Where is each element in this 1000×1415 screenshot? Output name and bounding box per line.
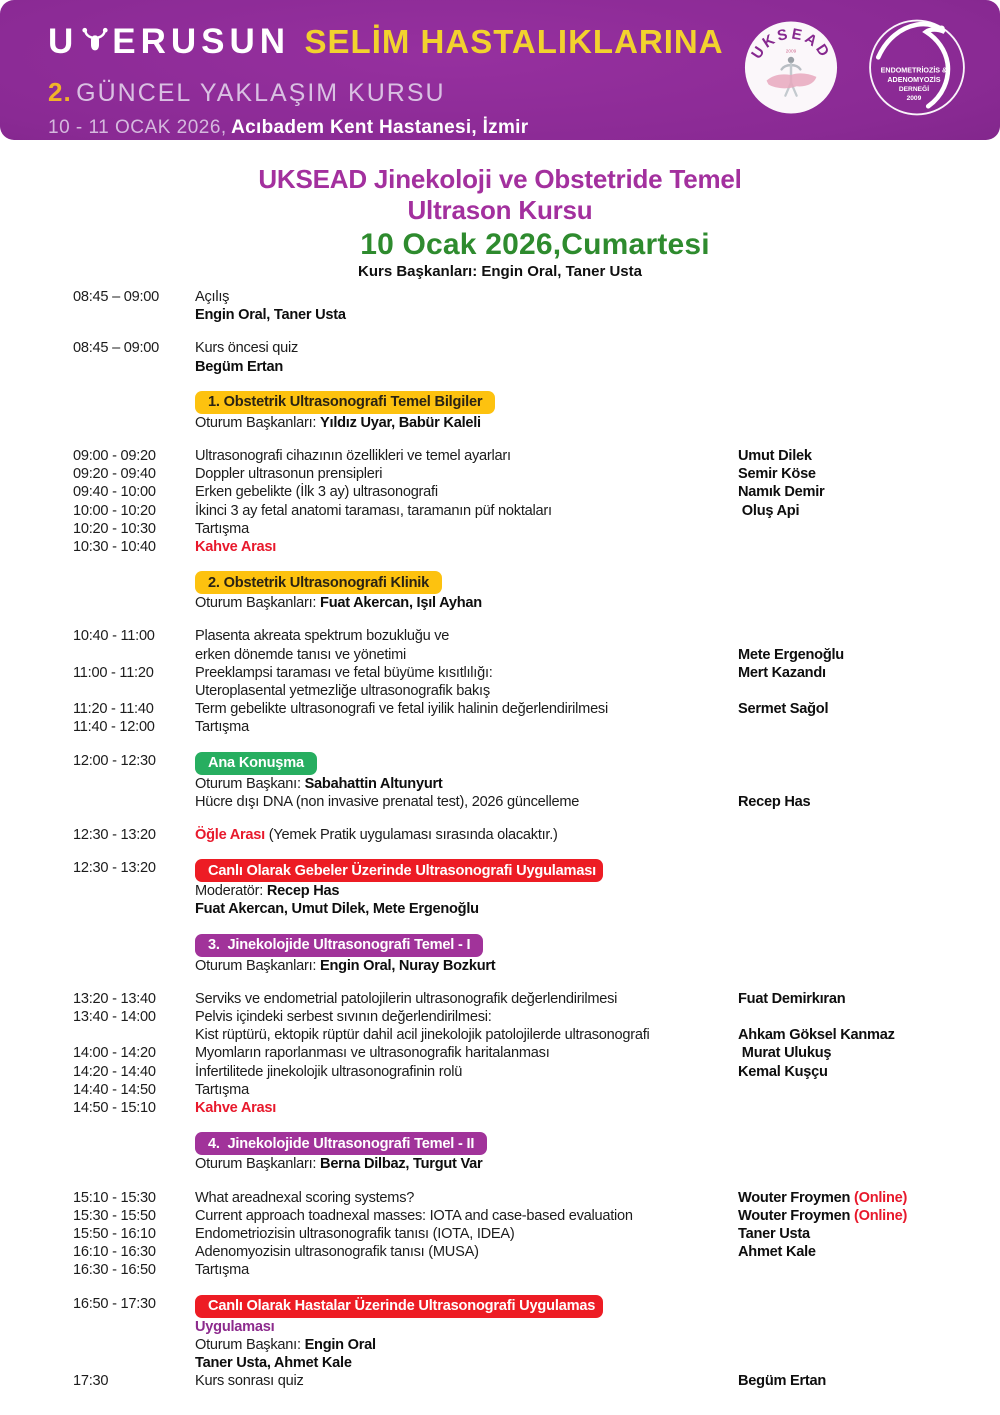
session-text: Oturum Başkanları: (195, 1156, 321, 1173)
speaker (738, 1207, 1000, 1225)
section-badge: 1. Obstetrik Ultrasonografi Temel Bilgiler (195, 391, 495, 414)
time-slot: 10:00 - 10:20 (73, 502, 156, 519)
course-title-line2: Ultrason Kursu (407, 195, 593, 225)
title-block (0, 140, 1000, 281)
speaker (738, 682, 1000, 700)
speaker (738, 339, 1000, 357)
speaker-name: (Online) (854, 1207, 908, 1224)
session-content (195, 520, 738, 538)
session-text: Kist rüptürü, ektopik rüptür dahil acil jinekolojik patolojilerde ultrasonografi (195, 1027, 650, 1044)
session-content (195, 627, 738, 645)
session-content (195, 391, 738, 414)
time-slot (73, 900, 195, 918)
program-list (0, 281, 1000, 1390)
program-row (0, 1295, 1000, 1318)
program-row (0, 1026, 1000, 1044)
session-text: Yıldız Uyar, Babür Kaleli (320, 414, 481, 431)
brand-accent: SELİM HASTALIKLARINA (304, 23, 724, 60)
speaker (738, 538, 1000, 556)
session-text: Kurs sonrası quiz (195, 1373, 304, 1390)
time-slot (73, 882, 195, 900)
event-date-line (48, 118, 724, 139)
program-row (0, 826, 1000, 844)
speaker (738, 627, 1000, 645)
session-text: Begüm Ertan (195, 358, 284, 375)
endo-logo-line4: 2009 (906, 95, 922, 103)
session-text: Myomların raporlanması ve ultrasonografik haritalanması (195, 1045, 550, 1062)
speaker (738, 934, 1000, 957)
speaker (738, 502, 1000, 520)
time-slot: 15:50 - 16:10 (73, 1225, 156, 1242)
session-text: Tartışma (195, 1081, 249, 1098)
section-badge: Canlı Olarak Hastalar Üzerinde Ultrasonografi Uygulamas (195, 1295, 603, 1318)
time-slot (73, 775, 195, 793)
time-slot (73, 306, 195, 324)
session-content (195, 752, 738, 775)
speaker-name: Wouter Froymen (738, 1207, 854, 1224)
section-badge: 2. Obstetrik Ultrasonografi Klinik (195, 571, 442, 594)
time-slot: 13:20 - 13:40 (73, 990, 156, 1007)
time-slot: 14:20 - 14:40 (73, 1063, 156, 1080)
program-row (0, 957, 1000, 975)
session-content (195, 1155, 738, 1173)
time-slot (73, 1354, 195, 1372)
time-slot (73, 1026, 195, 1044)
speaker (738, 775, 1000, 793)
session-text: Term gebelikte ultrasonografi ve fetal iyilik halinin değerlendirilmesi (195, 701, 608, 718)
speaker-name: Recep Has (738, 793, 811, 810)
program-row (0, 1081, 1000, 1099)
session-content (195, 1261, 738, 1279)
program-row (0, 1372, 1000, 1390)
speaker (738, 1225, 1000, 1243)
program-row (0, 538, 1000, 556)
time-slot (73, 1155, 195, 1173)
edition-text: GÜNCEL YAKLAŞIM KURSU (76, 79, 446, 107)
speaker (738, 483, 1000, 501)
session-text: Berna Dilbaz, Turgut Var (320, 1156, 483, 1173)
session-text: Oturum Başkanı: (195, 775, 305, 792)
uksead-logo-year: 2009 (785, 48, 797, 54)
time-slot: 16:10 - 16:30 (73, 1244, 156, 1261)
program-row (0, 391, 1000, 414)
speaker (738, 646, 1000, 664)
program-row (0, 1044, 1000, 1062)
session-content (195, 700, 738, 718)
session-content (195, 1026, 738, 1044)
speaker (738, 1063, 1000, 1081)
speaker (738, 957, 1000, 975)
session-text: Kahve Arası (195, 1100, 277, 1117)
session-content (195, 1008, 738, 1026)
course-title-line1: UKSEAD Jinekoloji ve Obstetride Temel (258, 164, 742, 194)
header-banner (0, 0, 1000, 140)
speaker (738, 900, 1000, 918)
time-slot (73, 646, 195, 664)
speaker-name: Taner Usta (738, 1225, 810, 1242)
time-slot (73, 682, 195, 700)
speaker (738, 1081, 1000, 1099)
speaker-name: Oluş Api (738, 502, 800, 519)
session-text: Current approach toadnexal masses: IOTA and case-based evaluation (195, 1207, 633, 1224)
brand-uterusun-pre: U (48, 22, 79, 61)
time-slot: 15:30 - 15:50 (73, 1207, 156, 1224)
time-slot (73, 793, 195, 811)
speaker (738, 1372, 1000, 1390)
section-badge: 3. Jinekolojide Ultrasonografi Temel - I (195, 934, 483, 957)
program-row (0, 288, 1000, 306)
speaker (738, 1318, 1000, 1336)
session-content (195, 882, 738, 900)
session-text: erken dönemde tanısı ve yönetimi (195, 646, 407, 663)
session-content (195, 1207, 738, 1225)
speaker-name: Murat Ulukuş (738, 1045, 832, 1062)
time-slot (73, 934, 195, 957)
time-slot: 10:30 - 10:40 (73, 539, 156, 556)
session-text: Plasenta akreata spektrum bozukluğu ve (195, 628, 450, 645)
time-slot: 12:30 - 13:20 (73, 827, 156, 844)
session-text: Endometriozisin ultrasonografik tanısı (IOTA, IDEA) (195, 1225, 515, 1242)
session-content (195, 1044, 738, 1062)
speaker-name: Ahkam Göksel Kanmaz (738, 1027, 895, 1044)
section-badge: Canlı Olarak Gebeler Üzerinde Ultrasonografi Uygulaması (195, 859, 603, 882)
session-text: Engin Oral, Taner Usta (195, 307, 346, 324)
session-text: Erken gebelikte (İlk 3 ay) ultrasonografi (195, 484, 438, 501)
speaker (738, 1189, 1000, 1207)
speaker (738, 664, 1000, 682)
speaker (738, 571, 1000, 594)
session-content (195, 1225, 738, 1243)
section-badge: Ana Konuşma (195, 752, 317, 775)
session-content (195, 1063, 738, 1081)
event-date: 10 - 11 OCAK 2026, (48, 117, 227, 138)
session-content (195, 483, 738, 501)
speaker (738, 990, 1000, 1008)
speaker-name: Sermet Sağol (738, 701, 829, 718)
session-text: İkinci 3 ay fetal anatomi taraması, taramanın püf noktaları (195, 502, 552, 519)
session-content (195, 900, 738, 918)
session-content (195, 1099, 738, 1117)
program-row (0, 1225, 1000, 1243)
session-text: Uteroplasental yetmezliğe ultrasonografik bakış (195, 683, 490, 700)
speaker (738, 594, 1000, 612)
speaker (738, 520, 1000, 538)
session-content (195, 957, 738, 975)
program-row (0, 990, 1000, 1008)
session-text: Engin Oral (304, 1336, 376, 1353)
session-content (195, 718, 738, 736)
session-content (195, 682, 738, 700)
session-content (195, 793, 738, 811)
session-content (195, 1372, 738, 1390)
session-text: Adenomyozisin ultrasonografik tanısı (MUSA) (195, 1244, 479, 1261)
speaker-name: Kemal Kuşçu (738, 1063, 828, 1080)
uterus-icon (80, 25, 110, 73)
session-text: What areadnexal scoring systems? (195, 1189, 415, 1206)
time-slot (73, 414, 195, 432)
program-row (0, 1354, 1000, 1372)
edition-number: 2. (48, 77, 72, 107)
speaker (738, 882, 1000, 900)
program-row (0, 520, 1000, 538)
session-text: İnfertilitede jinekolojik ultrasonografinin rolü (195, 1063, 463, 1080)
session-text: Uygulaması (195, 1318, 275, 1335)
time-slot: 14:40 - 14:50 (73, 1081, 156, 1098)
session-text: Ultrasonografi cihazının özellikleri ve temel ayarları (195, 448, 511, 465)
edition-line (48, 79, 724, 110)
speaker (738, 793, 1000, 811)
speaker-name: Wouter Froymen (738, 1189, 854, 1206)
speaker (738, 1295, 1000, 1318)
speaker (738, 752, 1000, 775)
time-slot (73, 594, 195, 612)
session-content (195, 465, 738, 483)
session-content (195, 538, 738, 556)
session-text: Taner Usta, Ahmet Kale (195, 1354, 352, 1371)
course-chairs-names: Engin Oral, Taner Usta (481, 263, 642, 280)
session-content (195, 934, 738, 957)
program-row (0, 682, 1000, 700)
session-content (195, 358, 738, 376)
session-text: Kahve Arası (195, 539, 277, 556)
session-text: Preeklampsi taraması ve fetal büyüme kısıtlılığı: (195, 664, 493, 681)
speaker (738, 1044, 1000, 1062)
session-text: Öğle Arası (195, 827, 265, 844)
time-slot: 16:50 - 17:30 (73, 1295, 156, 1312)
program-row (0, 1063, 1000, 1081)
session-text: Serviks ve endometrial patolojilerin ultrasonografik değerlendirilmesi (195, 990, 618, 1007)
program-row (0, 718, 1000, 736)
endo-logo-line3: DERNEĞİ (898, 85, 930, 93)
speaker (738, 1008, 1000, 1026)
program-row (0, 1261, 1000, 1279)
endo-logo-line2: ADENOMYOZİS (887, 75, 941, 84)
session-content (195, 1189, 738, 1207)
program-row (0, 1207, 1000, 1225)
session-text: Sabahattin Altunyurt (304, 775, 443, 792)
program-row (0, 483, 1000, 501)
session-content (195, 1318, 738, 1336)
program-row (0, 339, 1000, 357)
speaker (738, 1243, 1000, 1261)
speaker (738, 414, 1000, 432)
section-badge: 4. Jinekolojide Ultrasonografi Temel - II (195, 1132, 487, 1155)
speaker-name: (Online) (854, 1189, 908, 1206)
speaker-name: Begüm Ertan (738, 1373, 827, 1390)
session-text: Tartışma (195, 719, 249, 736)
time-slot (73, 957, 195, 975)
session-content (195, 1354, 738, 1372)
program-row (0, 571, 1000, 594)
session-content (195, 288, 738, 306)
speaker (738, 288, 1000, 306)
session-text: Tartışma (195, 520, 249, 537)
time-slot: 14:50 - 15:10 (73, 1100, 156, 1117)
session-text: Oturum Başkanı: (195, 1336, 305, 1353)
session-content (195, 414, 738, 432)
program-row (0, 934, 1000, 957)
session-text: Pelvis içindeki serbest sıvının değerlendirilmesi: (195, 1009, 492, 1026)
time-slot: 16:30 - 16:50 (73, 1262, 156, 1279)
speaker-name: Semir Köse (738, 466, 816, 483)
session-text: Kurs öncesi quiz (195, 340, 299, 357)
session-content (195, 594, 738, 612)
time-slot: 15:10 - 15:30 (73, 1189, 156, 1206)
program-row (0, 882, 1000, 900)
session-content (195, 859, 738, 882)
program-row (0, 447, 1000, 465)
event-venue: Acıbadem Kent Hastanesi, İzmir (231, 117, 529, 138)
speaker (738, 859, 1000, 882)
program-row (0, 1132, 1000, 1155)
time-slot (73, 358, 195, 376)
speaker (738, 306, 1000, 324)
session-content (195, 664, 738, 682)
session-content (195, 339, 738, 357)
session-text: Engin Oral, Nuray Bozkurt (320, 957, 496, 974)
session-content (195, 1132, 738, 1155)
time-slot (73, 1132, 195, 1155)
banner-text (48, 22, 724, 139)
time-slot: 10:20 - 10:30 (73, 520, 156, 537)
speaker-name: Mete Ergenoğlu (738, 646, 844, 663)
session-content (195, 1081, 738, 1099)
program-row (0, 1189, 1000, 1207)
session-content (195, 502, 738, 520)
program-row (0, 646, 1000, 664)
session-content (195, 1243, 738, 1261)
session-text: Moderatör: (195, 883, 267, 900)
speaker (738, 1336, 1000, 1354)
session-text: (Yemek Pratik uygulaması sırasında olacaktır.) (264, 827, 558, 844)
session-text: Açılış (195, 289, 230, 305)
time-slot: 10:40 - 11:00 (73, 628, 155, 645)
brand-uterusun-post: ERUSUN (112, 22, 291, 61)
speaker-name: Mert Kazandı (738, 664, 826, 681)
speaker (738, 1155, 1000, 1173)
time-slot: 11:20 - 11:40 (73, 701, 154, 718)
session-content (195, 1295, 738, 1318)
program-row (0, 664, 1000, 682)
program-row (0, 594, 1000, 612)
time-slot: 09:20 - 09:40 (73, 466, 156, 483)
time-slot (73, 1336, 195, 1354)
course-chairs-label: Kurs Başkanları: (358, 263, 482, 280)
session-content (195, 826, 738, 844)
program-row (0, 1318, 1000, 1336)
time-slot: 08:45 – 09:00 (73, 289, 160, 305)
speaker (738, 700, 1000, 718)
brand-line (48, 22, 724, 73)
speaker (738, 1132, 1000, 1155)
session-text: Hücre dışı DNA (non invasive prenatal test), 2026 güncelleme (195, 793, 580, 810)
speaker (738, 465, 1000, 483)
speaker (738, 1026, 1000, 1044)
program-row (0, 502, 1000, 520)
speaker-name: Fuat Demirkıran (738, 990, 846, 1007)
session-text: Oturum Başkanları: (195, 595, 321, 612)
time-slot: 11:40 - 12:00 (73, 719, 155, 736)
time-slot (73, 391, 195, 414)
session-text: Oturum Başkanları: (195, 957, 321, 974)
time-slot: 17:30 (73, 1373, 109, 1390)
session-text: Recep Has (266, 883, 340, 900)
time-slot: 09:00 - 09:20 (73, 448, 156, 465)
time-slot (73, 571, 195, 594)
uksead-logo (744, 21, 838, 120)
speaker-name: Umut Dilek (738, 448, 812, 465)
program-row (0, 1155, 1000, 1173)
time-slot: 12:00 - 12:30 (73, 752, 156, 769)
program-row (0, 900, 1000, 918)
program-row (0, 700, 1000, 718)
program-row (0, 752, 1000, 775)
program-row (0, 1243, 1000, 1261)
session-text: Doppler ultrasonun prensipleri (195, 466, 383, 483)
program-row (0, 358, 1000, 376)
speaker (738, 1261, 1000, 1279)
program-row (0, 465, 1000, 483)
program-row (0, 1008, 1000, 1026)
program-row (0, 414, 1000, 432)
time-slot: 11:00 - 11:20 (73, 664, 154, 681)
time-slot: 08:45 – 09:00 (73, 340, 160, 357)
speaker (738, 718, 1000, 736)
session-text: Fuat Akercan, Işıl Ayhan (320, 595, 482, 612)
speaker (738, 826, 1000, 844)
session-content (195, 447, 738, 465)
session-content (195, 571, 738, 594)
session-text: Tartışma (195, 1262, 249, 1279)
program-row (0, 1336, 1000, 1354)
speaker (738, 1354, 1000, 1372)
endo-logo-line1: ENDOMETRİOZİS & (880, 66, 948, 75)
session-content (195, 775, 738, 793)
speaker-name: Ahmet Kale (738, 1244, 816, 1261)
time-slot: 12:30 - 13:20 (73, 860, 156, 877)
program-row (0, 775, 1000, 793)
time-slot (73, 1318, 195, 1336)
speaker (738, 1099, 1000, 1117)
session-content (195, 990, 738, 1008)
program-row (0, 859, 1000, 882)
endometriozis-dernegi-logo (866, 17, 968, 124)
time-slot: 13:40 - 14:00 (73, 1009, 156, 1026)
program-row (0, 1099, 1000, 1117)
course-chairs (0, 263, 1000, 281)
course-date: 10 Ocak 2026,Cumartesi (360, 228, 710, 261)
speaker (738, 447, 1000, 465)
program-row (0, 306, 1000, 324)
program-row (0, 793, 1000, 811)
speaker-name: Namık Demir (738, 484, 825, 501)
session-content (195, 646, 738, 664)
session-text: Fuat Akercan, Umut Dilek, Mete Ergenoğlu (195, 901, 479, 918)
session-text: Oturum Başkanları: (195, 414, 321, 431)
session-content (195, 306, 738, 324)
speaker (738, 391, 1000, 414)
speaker (738, 358, 1000, 376)
uksead-logo-text: UKSEAD (748, 25, 834, 63)
time-slot: 09:40 - 10:00 (73, 484, 156, 501)
time-slot: 14:00 - 14:20 (73, 1045, 156, 1062)
session-content (195, 1336, 738, 1354)
program-row (0, 627, 1000, 645)
